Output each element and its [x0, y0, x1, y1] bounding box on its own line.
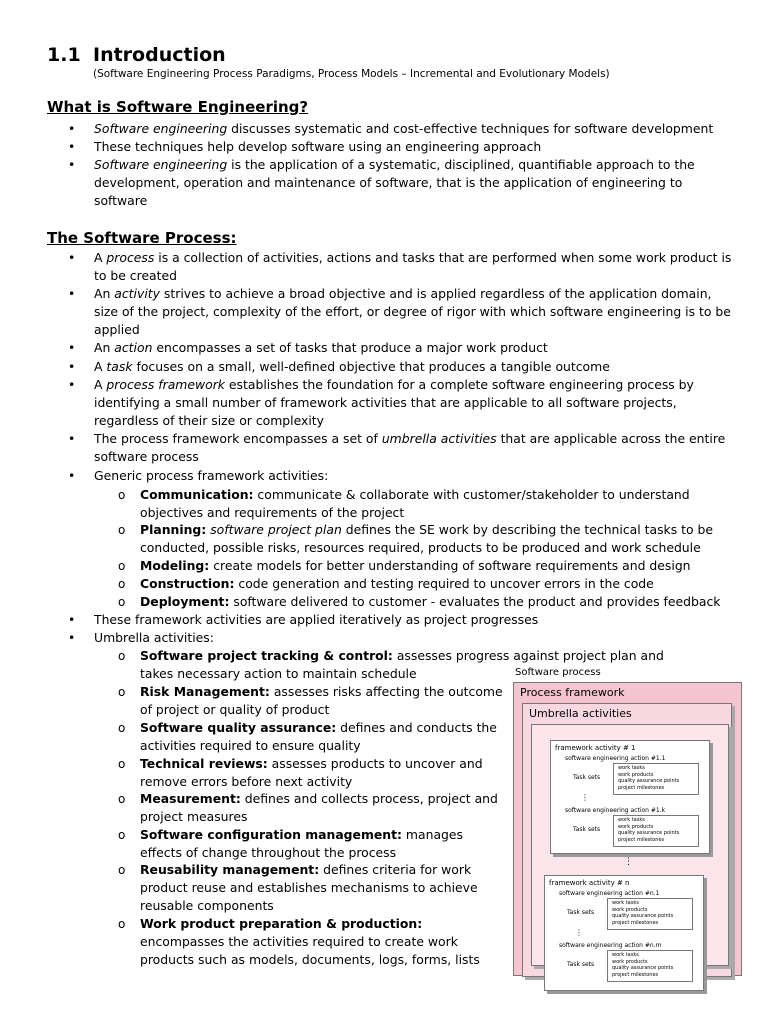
framework-activity-item: o Planning: software project plan defines the SE work by describing the technical tasks to be conducted, possible risks, resources required, products to be produced and work schedule: [140, 521, 730, 557]
task-sets-label: Task sets: [567, 909, 595, 916]
section-number: 1.1: [47, 44, 81, 66]
process-framework-box: [522, 703, 732, 977]
umbrella-activity-item: o Software configuration management: manages effects of change throughout the process: [140, 826, 505, 862]
ellipsis: ⋮: [575, 928, 583, 937]
task-sets-label: Task sets: [573, 826, 601, 833]
software-process-figure: [513, 668, 743, 978]
umbrella-activities-box: [531, 724, 729, 978]
framework-activity-1-label: framework activity # 1: [555, 744, 636, 752]
section-subtitle: (Software Engineering Process Paradigms, Process Models – Incremental and Evolutionary Models): [93, 68, 610, 80]
umbrella-activity-item: o Work product preparation & production: encompasses the activities required to create work products such as models, documents, logs, forms, lists: [140, 915, 505, 969]
framework-activity-n-box: [544, 875, 704, 991]
list-item: • Software engineering discusses systematic and cost-effective techniques for software development: [94, 120, 734, 138]
list-item: • Umbrella activities:: [94, 629, 734, 647]
figure-title: Software process: [515, 667, 601, 678]
action-n-m-label: software engineering action #n.m: [559, 942, 662, 949]
list-item: • These techniques help develop software using an engineering approach: [94, 138, 734, 156]
software-process-box: [513, 682, 742, 976]
umbrella-activity-item: o Software project tracking & control: assesses progress against project plan and takes necessary action to maintain schedule: [140, 647, 730, 683]
list-item: • These framework activities are applied iteratively as project progresses: [94, 611, 734, 629]
list-item: • An action encompasses a set of tasks that produce a major work product: [94, 339, 734, 357]
list-item: • A task focuses on a small, well-defined objective that produces a tangible outcome: [94, 358, 734, 376]
umbrella-activity-item: o Technical reviews: assesses products to uncover and remove errors before next activity: [140, 755, 505, 791]
task-set-box: [613, 815, 699, 847]
list-item: • An activity strives to achieve a broad objective and is applied regardless of the application domain, size of the project, complexity of the effort, or degree of rigor with which software engineering is to be applied: [94, 285, 734, 339]
action-1-k-label: software engineering action #1.k: [565, 807, 666, 814]
list-item: • Software engineering is the application of a systematic, disciplined, quantifiable approach to the development, operation and maintenance of software, that is the application of engineering to software: [94, 156, 734, 210]
task-items: work tasks work products quality assurance points project milestones: [618, 817, 680, 843]
ellipsis: ⋮: [624, 857, 633, 867]
heading-software-process: The Software Process:: [47, 229, 237, 247]
process-framework-label: Process framework: [520, 686, 625, 699]
task-set-box: [613, 763, 699, 795]
framework-activity-n-label: framework activity # n: [549, 879, 630, 887]
heading-what-is-se: What is Software Engineering?: [47, 98, 309, 116]
task-sets-label: Task sets: [573, 774, 601, 781]
action-1-1-label: software engineering action #1.1: [565, 755, 666, 762]
section-title: Introduction: [93, 44, 226, 66]
umbrella-activity-item: o Reusability management: defines criteria for work product reuse and establishes mechanisms to achieve reusable components: [140, 861, 505, 915]
framework-activity-item: o Deployment: software delivered to customer - evaluates the product and provides feedback: [140, 593, 730, 611]
list-item: • Generic process framework activities:: [94, 467, 734, 485]
umbrella-activity-item: o Software quality assurance: defines and conducts the activities required to ensure quality: [140, 719, 505, 755]
list-item: • A process is a collection of activities, actions and tasks that are performed when some work product is to be created: [94, 249, 734, 285]
task-items: work tasks work products quality assurance points project milestones: [612, 952, 674, 978]
umbrella-activity-item: o Measurement: defines and collects process, project and project measures: [140, 790, 505, 826]
task-set-box: [607, 898, 693, 930]
action-n-1-label: software engineering action #n.1: [559, 890, 660, 897]
ellipsis: ⋮: [581, 793, 589, 802]
framework-activity-1-box: [550, 740, 710, 854]
list-item: • A process framework establishes the foundation for a complete software engineering process by identifying a small number of framework activities that are applicable to all software projects, regardless of their size or complexity: [94, 376, 734, 430]
task-items: work tasks work products quality assurance points project milestones: [612, 900, 674, 926]
task-set-box: [607, 950, 693, 982]
task-items: work tasks work products quality assurance points project milestones: [618, 765, 680, 791]
task-sets-label: Task sets: [567, 961, 595, 968]
framework-activity-item: o Communication: communicate & collaborate with customer/stakeholder to understand objectives and requirements of the project: [140, 486, 730, 522]
framework-activity-item: o Construction: code generation and testing required to uncover errors in the code: [140, 575, 730, 593]
list-item: • The process framework encompasses a set of umbrella activities that are applicable across the entire software process: [94, 430, 734, 466]
umbrella-activities-label: Umbrella activities: [529, 707, 632, 720]
umbrella-activity-item: o Risk Management: assesses risks affecting the outcome of project or quality of product: [140, 683, 505, 719]
framework-activity-item: o Modeling: create models for better understanding of software requirements and design: [140, 557, 730, 575]
